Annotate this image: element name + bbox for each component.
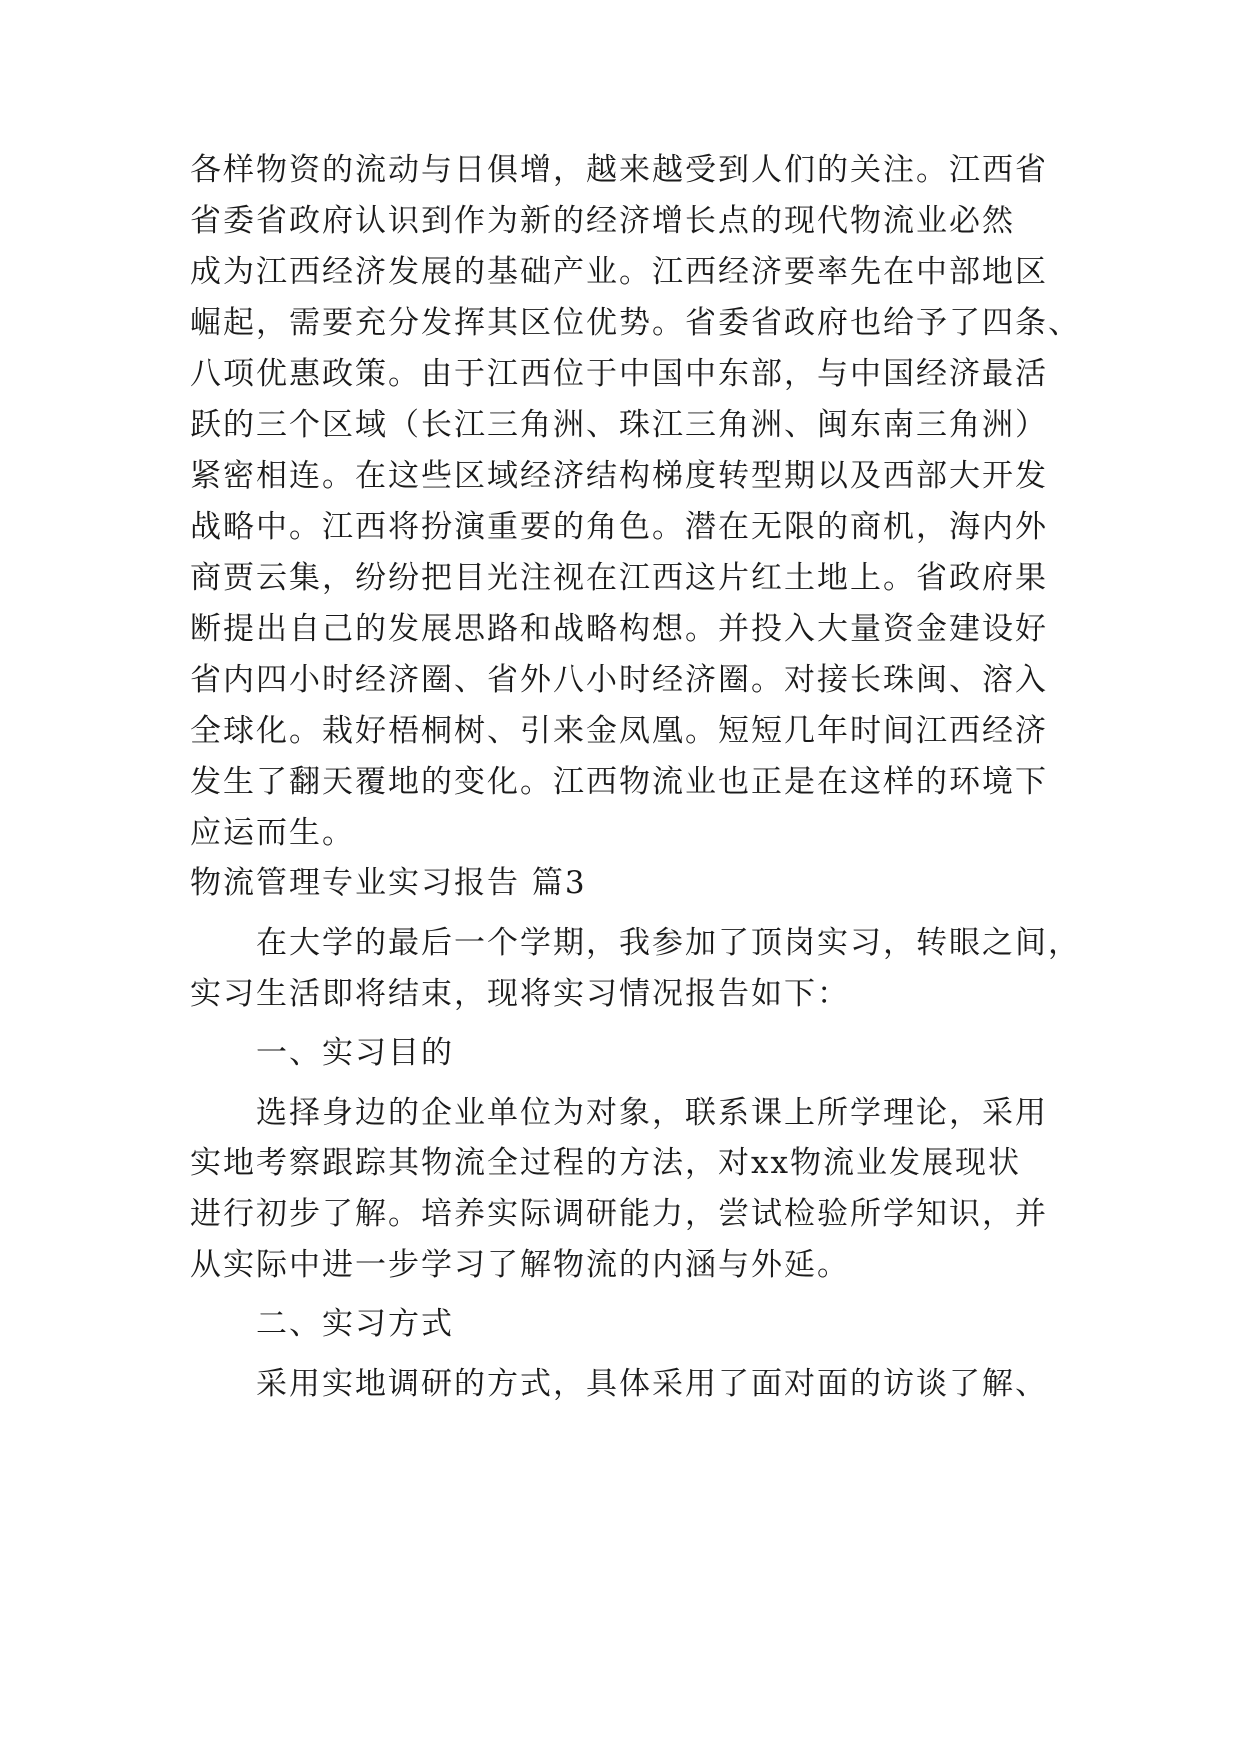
paragraph-line: 断提出自己的发展思路和战略构想。并投入大量资金建设好 bbox=[190, 611, 1048, 647]
paragraph-line: 各样物资的流动与日俱增，越来越受到人们的关注。江西省 bbox=[190, 152, 1048, 188]
paragraph-line: 选择身边的企业单位为对象，联系课上所学理论，采用 bbox=[256, 1095, 1048, 1131]
paragraph-line: 省委省政府认识到作为新的经济增长点的现代物流业必然 bbox=[190, 203, 1015, 239]
paragraph-line: 应运而生。 bbox=[190, 815, 355, 851]
subsection-heading: 二、实习方式 bbox=[256, 1306, 454, 1342]
paragraph-line: 在大学的最后一个学期，我参加了顶岗实习，转眼之间， bbox=[256, 925, 1081, 961]
paragraph-line: 紧密相连。在这些区域经济结构梯度转型期以及西部大开发 bbox=[190, 458, 1048, 494]
paragraph-line: 实地考察跟踪其物流全过程的方法，对xx物流业发展现状 bbox=[190, 1145, 1021, 1181]
paragraph-line: 发生了翻天覆地的变化。江西物流业也正是在这样的环境下 bbox=[190, 764, 1048, 800]
paragraph-line: 进行初步了解。培养实际调研能力，尝试检验所学知识，并 bbox=[190, 1196, 1048, 1232]
paragraph-line: 跃的三个区域（长江三角洲、珠江三角洲、闽东南三角洲） bbox=[190, 407, 1048, 443]
paragraph-line: 实习生活即将结束，现将实习情况报告如下： bbox=[190, 976, 850, 1012]
paragraph-line: 成为江西经济发展的基础产业。江西经济要率先在中部地区 bbox=[190, 254, 1048, 290]
paragraph-line: 崛起，需要充分发挥其区位优势。省委省政府也给予了四条、 bbox=[190, 305, 1081, 341]
paragraph-line: 省内四小时经济圈、省外八小时经济圈。对接长珠闽、溶入 bbox=[190, 662, 1048, 698]
paragraph-line: 从实际中进一步学习了解物流的内涵与外延。 bbox=[190, 1247, 850, 1283]
paragraph-line: 战略中。江西将扮演重要的角色。潜在无限的商机，海内外 bbox=[190, 509, 1048, 545]
paragraph-line: 八项优惠政策。由于江西位于中国中东部，与中国经济最活 bbox=[190, 356, 1048, 392]
paragraph-line: 采用实地调研的方式，具体采用了面对面的访谈了解、 bbox=[256, 1366, 1048, 1402]
section-heading: 物流管理专业实习报告 篇3 bbox=[190, 865, 587, 901]
paragraph-line: 全球化。栽好梧桐树、引来金凤凰。短短几年时间江西经济 bbox=[190, 713, 1048, 749]
paragraph-line: 商贾云集，纷纷把目光注视在江西这片红土地上。省政府果 bbox=[190, 560, 1048, 596]
subsection-heading: 一、实习目的 bbox=[256, 1035, 454, 1071]
